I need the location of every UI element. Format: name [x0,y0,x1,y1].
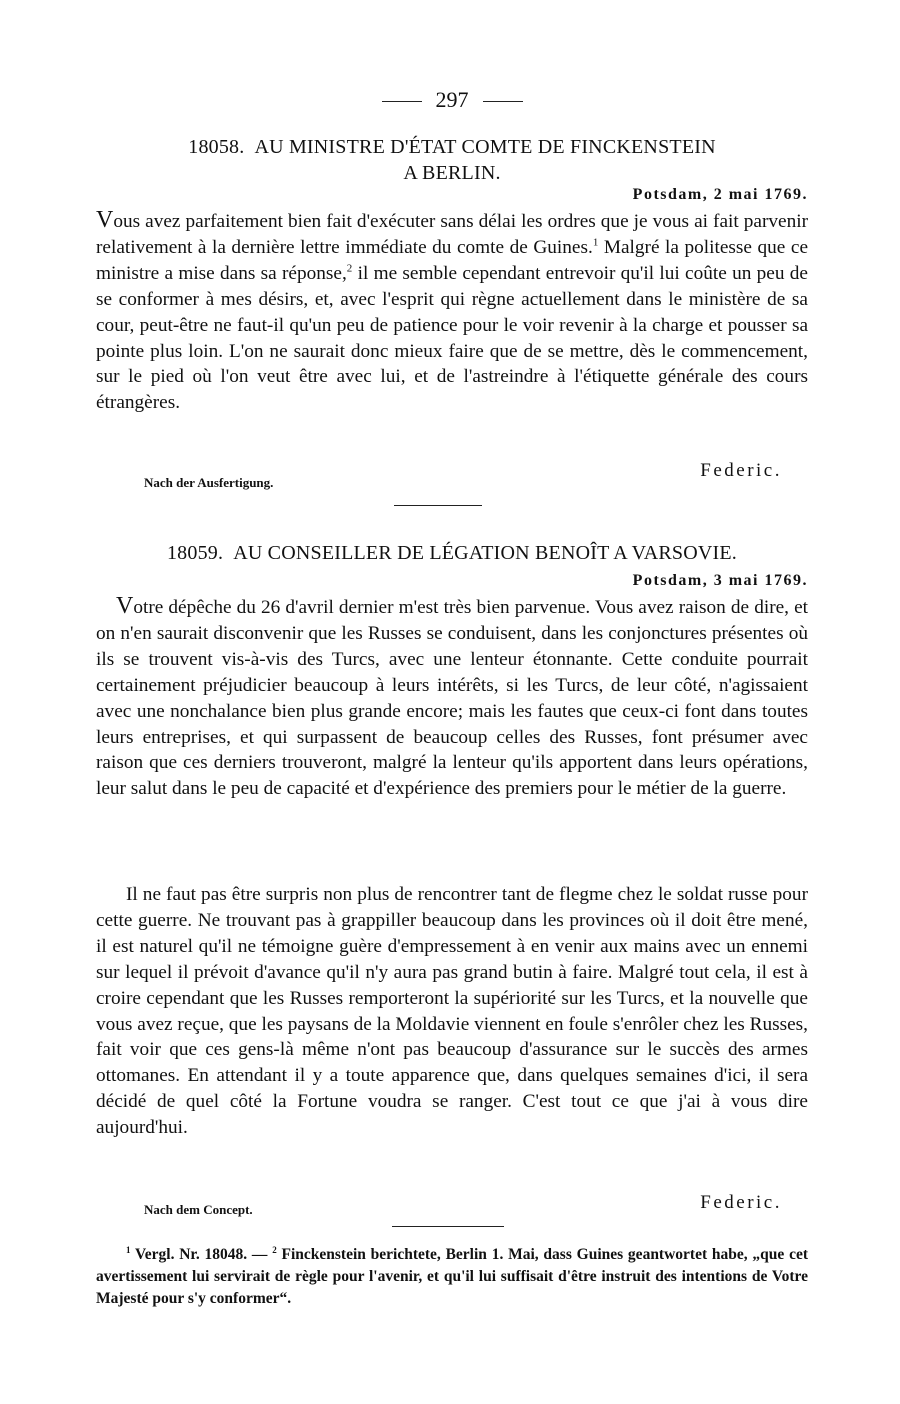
page-number-dash-right [483,101,523,102]
letter-1-heading-line-2: A BERLIN. [403,162,501,184]
letter-2-heading-line [96,540,808,566]
footnote-separator [392,1226,504,1227]
page-number-dash-left [382,101,422,102]
letter-2-signature: Federic. [700,1192,782,1213]
letter-separator [394,505,482,506]
letter-2-initial: V [116,593,134,619]
footnote-1-marker: 1 [126,1244,131,1255]
letter-2-source: Nach dem Concept. [144,1202,253,1217]
letter-1-source: Nach der Ausfertigung. [144,475,274,490]
footnotes [96,1244,808,1310]
letter-1-signature: Federic. [700,460,782,481]
letter-1-heading-line-1 [96,134,808,160]
letter-1-heading-text: AU MINISTRE D'ÉTAT COMTE DE FINCKENSTEIN [254,136,716,158]
letter-2-paragraph-1 [96,594,808,802]
footnote-ref-2[interactable]: 2 [346,262,353,275]
footnote-ref-1[interactable]: 1 [592,236,599,249]
letter-2-dateline: Potsdam, 3 mai 1769. [632,572,808,589]
letter-2-paragraph-2: Il ne faut pas être surpris non plus de rencontrer tant de flegme chez le soldat russe pour cette guerre. Ne trouvant pas à grappiller beaucoup dans les provinces où il doit être mené, il est naturel qu'il ne témoigne guère d'empressement à en venir aux mains avec un ennemi sur lequel il prévoit d'avance qu'il n'y aura pas grand butin à faire. Malgré tout cela, il est à croire cependant que les Russes remporteront la supériorité sur les Turcs, et la nouvelle que vous avez reçue, que les paysans de la Moldavie viennent en foule s'enrôler chez les Russes, fait voir que ces gens-là même n'ont pas beaucoup d'assurance sur le succès des armes ottomanes. En attendant il y a toute apparence que, dans quelques semaines d'ici, il sera décidé de quel côté la Fortune voudra se ranger. C'est tout ce que j'ai à vous dire aujourd'hui. [96,884,808,1139]
footnote-2-marker: 2 [272,1244,277,1255]
letter-1-body-mid: Malgré la politesse que ce ministre a mise dans sa réponse, [96,236,808,284]
letter-1-number: 18058. [188,136,245,158]
letter-1-body [96,208,808,416]
letter-1-initial: V [96,207,114,233]
letter-2-heading-text: AU CONSEILLER DE LÉGATION BENOÎT A VARSOVIE. [233,542,737,564]
letter-1-dateline: Potsdam, 2 mai 1769. [632,186,808,203]
letter-1-heading [96,134,808,186]
page-number: 297 [435,87,469,112]
letter-2-paragraph-1-text: otre dépêche du 26 d'avril dernier m'est très bien parvenue. Vous avez raison de dire, et on n'en saurait disconvenir que les Russes se conduisent, dans les conjonctures présentes où ils se trouvent vis-à-vis des Turcs, avec une lenteur étonnante. Cette conduite pourrait certainement préjudicier beaucoup à leurs intérêts, si les Turcs, de leur côté, n'agissaient avec une nonchalance bien plus grande encore; mais les fautes que ceux-ci font dans toutes leurs entreprises, et qui surpassent de beaucoup celles des Russes, font présumer avec raison que ces derniers trouveront, malgré la lenteur qu'ils apportent dans leurs opérations, leur salut dans le peu de capacité et d'expérience des premiers pour le métier de la guerre. [96,597,808,800]
footnote-1-text: Vergl. Nr. 18048. — [130,1246,268,1263]
letter-2-number: 18059. [166,542,224,564]
letter-1-body-end: il me semble cependant entrevoir qu'il lui coûte un peu de se conformer à mes désirs, et, avec l'esprit qui règne actuellement dans le ministère de sa cour, peut-être ne faut-il qu'un peu de patience pour le voir revenir à la charge et pousser sa pointe plus loin. L'on ne saurait donc mieux faire que de se mettre, dès le commencement, sur le pied où l'on veut être avec lui, et de l'astreindre à l'étiquette générale des cours étrangères. [96,262,808,414]
page-number-line [96,86,808,114]
footnote-2-text: Finckenstein berichtete, Berlin 1. Mai, dass Guines geantwortet habe, „que cet avertissement lui servirait de règle pour l'avenir, et qu'il lui suffisait d'être instruit des intentions de Votre Majesté pour s'y conformer“. [96,1246,808,1307]
letter-1-body-start: ous avez parfaitement bien fait d'exécuter sans délai les ordres que je vous ai fait parvenir relativement à la dernière lettre immédiate du comte de Guines. [96,211,808,258]
letter-2-heading [96,540,808,566]
